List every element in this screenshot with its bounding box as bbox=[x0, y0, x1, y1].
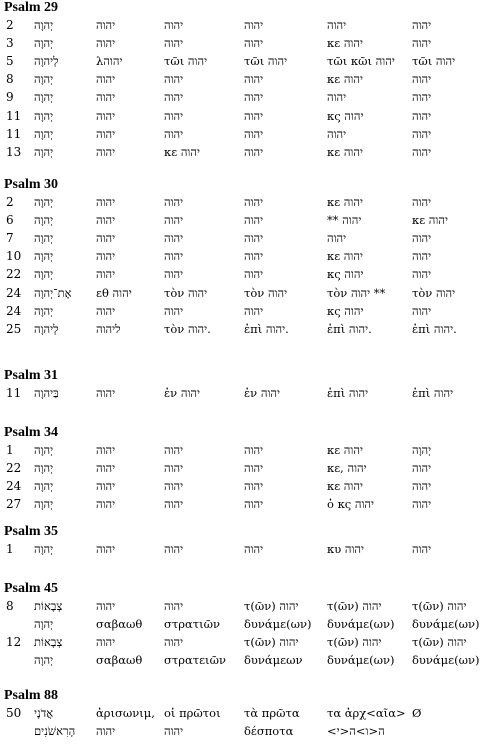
witness-cell-c2: יהוה bbox=[164, 542, 184, 556]
witness-cell-c5: יהוה bbox=[412, 267, 432, 282]
hebrew-text-cell: יְהוָה bbox=[34, 653, 54, 668]
witness-cell-c5: יהוה bbox=[412, 144, 432, 159]
psalm-heading: Psalm 34 bbox=[4, 425, 59, 440]
hebrew-text-cell: יְהוָה bbox=[34, 231, 54, 246]
witness-cell-c1: יהוה bbox=[96, 126, 116, 141]
witness-cell-c3: יהוה τ(ῶν) bbox=[244, 635, 299, 650]
witness-cell-c2: τὸν יהוה. bbox=[164, 321, 211, 336]
verse-number: 3 bbox=[6, 36, 14, 51]
witness-cell-c3: יהוה bbox=[244, 72, 264, 87]
witness-cell-c1: יהוה bbox=[96, 144, 116, 159]
witness-cell-c1: יהוה bbox=[96, 635, 116, 650]
witness-cell-c4: יהוה κε bbox=[327, 443, 363, 457]
witness-cell-c5: יהוה bbox=[412, 18, 432, 32]
witness-cell-c2: יהוה bbox=[164, 195, 184, 209]
witness-cell-c4: יהוה κς bbox=[327, 267, 364, 282]
witness-cell-c4: יהוה κυ bbox=[327, 542, 365, 556]
witness-cell-c3: יהוה bbox=[244, 108, 264, 123]
witness-cell-c5: τὸν יהוה bbox=[412, 285, 456, 300]
witness-cell-c4: יהוה bbox=[327, 18, 347, 32]
witness-cell-c5: יהוה bbox=[412, 90, 432, 105]
hebrew-text-cell: יְהוָה bbox=[34, 497, 54, 512]
witness-cell-c1: ליהוה bbox=[96, 321, 121, 336]
witness-cell-c3: יהוה bbox=[244, 144, 264, 159]
witness-cell-c3: τὸν יהוה bbox=[244, 285, 288, 300]
witness-cell-c5: יהוה bbox=[412, 108, 432, 123]
witness-cell-c4: ה<ו>ה<י> bbox=[327, 724, 385, 739]
witness-cell-c1: יהוה bbox=[96, 108, 116, 123]
witness-cell-c5: δυνάμε(ων) bbox=[412, 653, 480, 668]
witness-cell-c5: ἐπὶ יהוה bbox=[412, 386, 454, 400]
witness-cell-c4: יהוה ὁ κς bbox=[327, 497, 375, 512]
hebrew-text-cell: יְהוָה bbox=[34, 617, 54, 632]
verse-number: 8 bbox=[6, 72, 14, 87]
witness-cell-c3: יהוה bbox=[244, 195, 264, 209]
hebrew-text-cell: יְהוָה bbox=[34, 303, 54, 318]
psalm-heading: Psalm 88 bbox=[4, 688, 59, 703]
witness-cell-c3: יהוה bbox=[244, 303, 264, 318]
witness-cell-c5: יהוה bbox=[412, 231, 432, 246]
witness-cell-c4: יהוה κε bbox=[327, 195, 363, 209]
witness-cell-c3: יהוה bbox=[244, 497, 264, 512]
hebrew-text-cell: בַּיהוָה bbox=[34, 386, 59, 400]
witness-cell-c3: יהוה bbox=[244, 36, 264, 51]
hebrew-text-cell: יְהוָה bbox=[34, 90, 54, 105]
witness-cell-c5: τῶι יהוה bbox=[412, 54, 456, 69]
verse-number: 11 bbox=[6, 108, 22, 123]
witness-cell-c2: ἐν יהוה bbox=[164, 386, 201, 400]
witness-cell-c2: יהוה bbox=[164, 443, 184, 457]
witness-cell-c4: יהוה τ(ῶν) bbox=[327, 599, 382, 613]
witness-cell-c4: κε יהוה bbox=[327, 36, 363, 51]
witness-cell-c1: יהוה bbox=[96, 443, 116, 457]
witness-cell-c3: יהוה bbox=[244, 18, 264, 32]
hebrew-text-cell: יְהוָה bbox=[34, 213, 54, 228]
witness-cell-c1: יהוה bbox=[96, 479, 116, 494]
witness-cell-c3: יהוה bbox=[244, 461, 264, 476]
witness-cell-c4: ἐπὶ יהוה. bbox=[327, 321, 372, 336]
witness-cell-c5: יהוה bbox=[412, 303, 432, 318]
hebrew-text-cell: צְבָאוֹת bbox=[34, 599, 63, 613]
witness-cell-c4: δυνάμε(ων) bbox=[327, 653, 395, 668]
witness-cell-c5: יהוה bbox=[412, 542, 432, 556]
psalm-heading: Psalm 29 bbox=[4, 0, 59, 15]
witness-cell-c4: יהוה κε bbox=[327, 249, 363, 264]
witness-cell-c4: יהוה τ(ῶν) bbox=[327, 635, 382, 650]
witness-cell-c1: יהוה bbox=[96, 267, 116, 282]
hebrew-text-cell: יְהוָה bbox=[34, 249, 54, 264]
witness-cell-c1: יהוה bbox=[96, 386, 116, 400]
hebrew-text-cell: יְהוָה bbox=[34, 195, 54, 209]
witness-cell-c2: יהוה bbox=[164, 231, 184, 246]
witness-cell-c2: יהוה bbox=[164, 479, 184, 494]
witness-cell-c3: ἐπὶ יהוה. bbox=[244, 321, 289, 336]
witness-cell-c4: κς יהוה bbox=[327, 108, 364, 123]
witness-cell-c1: יהוה bbox=[96, 497, 116, 512]
witness-cell-c1: יהוה bbox=[96, 90, 116, 105]
witness-cell-c5: יהוה bbox=[412, 72, 432, 87]
witness-cell-c5: יהוה τ(ῶν) bbox=[412, 635, 467, 650]
witness-cell-c2: יהוה bbox=[164, 461, 184, 476]
verse-number: 24 bbox=[6, 479, 22, 494]
witness-cell-c4: יהוה bbox=[327, 231, 347, 246]
hebrew-text-cell: יְהוָה bbox=[34, 144, 54, 159]
witness-cell-c4: יהוה bbox=[327, 90, 347, 105]
verse-number: 1 bbox=[6, 443, 14, 457]
witness-cell-c1: יהוה bbox=[96, 231, 116, 246]
verse-number: 24 bbox=[6, 285, 22, 300]
hebrew-text-cell: לְיהוָה bbox=[34, 54, 59, 69]
verse-number: 24 bbox=[6, 303, 22, 318]
witness-cell-c2: οἱ πρῶτοι bbox=[164, 706, 221, 720]
hebrew-text-cell: יְהוָה bbox=[34, 18, 54, 32]
hebrew-text-cell: אֲדֹנָי bbox=[34, 706, 54, 720]
witness-cell-c2: יהוה bbox=[164, 72, 184, 87]
witness-cell-c1: יהוה bbox=[96, 724, 116, 739]
witness-cell-c2: יהוה bbox=[164, 213, 184, 228]
witness-cell-c2: יהוה bbox=[164, 635, 184, 650]
hebrew-text-cell: לְיהוָה bbox=[34, 321, 59, 336]
witness-cell-c1: יהוה bbox=[96, 542, 116, 556]
verse-number: 27 bbox=[6, 497, 22, 512]
witness-cell-c4: κε יהוה bbox=[327, 144, 363, 159]
witness-cell-c2: יהוה bbox=[164, 599, 184, 613]
witness-cell-c4: δυνάμε(ων) bbox=[327, 617, 395, 632]
witness-cell-c4: τα ἀρχ<αῖα> bbox=[327, 706, 406, 720]
witness-cell-c2: יהוה bbox=[164, 18, 184, 32]
verse-number: 8 bbox=[6, 599, 14, 613]
witness-cell-c1: εθ יהוה bbox=[96, 285, 132, 300]
witness-cell-c2: יהוה bbox=[164, 303, 184, 318]
hebrew-text-cell: יְהוָה bbox=[34, 108, 54, 123]
witness-cell-c4: τὸν יהוה ** bbox=[327, 285, 386, 300]
verse-number: 9 bbox=[6, 90, 14, 105]
witness-cell-c3: יהוה bbox=[244, 267, 264, 282]
witness-cell-c3: יהוה bbox=[244, 479, 264, 494]
witness-cell-c4: ἐπὶ יהוה bbox=[327, 386, 369, 400]
hebrew-text-cell: צְבָאוֹת bbox=[34, 635, 63, 650]
verse-number: 11 bbox=[6, 386, 22, 400]
witness-cell-c1: יהוה bbox=[96, 195, 116, 209]
witness-cell-c5: Ø bbox=[412, 706, 422, 720]
witness-cell-c2: יהוה bbox=[164, 90, 184, 105]
witness-cell-c5: δυνάμε(ων) bbox=[412, 617, 480, 632]
hebrew-text-cell: יְהוָה bbox=[34, 267, 54, 282]
witness-cell-c2: יהוה bbox=[164, 126, 184, 141]
witness-cell-c4: יהוה bbox=[327, 126, 347, 141]
witness-cell-c3: τῶι יהוה bbox=[244, 54, 288, 69]
witness-cell-c3: τὰ πρῶτα bbox=[244, 706, 300, 720]
witness-cell-c1: יהוה bbox=[96, 461, 116, 476]
psalm-heading: Psalm 30 bbox=[4, 177, 59, 192]
hebrew-text-cell: יְהוָה bbox=[34, 443, 54, 457]
witness-cell-c3: δυνάμεων bbox=[244, 653, 303, 668]
witness-cell-c2: יהוה bbox=[164, 36, 184, 51]
witness-cell-c2: στρατιῶν bbox=[164, 617, 220, 632]
witness-cell-c5: יהוה bbox=[412, 249, 432, 264]
witness-cell-c1: יהוה bbox=[96, 303, 116, 318]
witness-cell-c1: יהוה bbox=[96, 72, 116, 87]
witness-cell-c3: δυνάμε(ων) bbox=[244, 617, 312, 632]
witness-cell-c3: יהוה bbox=[244, 231, 264, 246]
witness-cell-c2: יהוה bbox=[164, 249, 184, 264]
witness-cell-c2: τῶι יהוה bbox=[164, 54, 208, 69]
witness-cell-c1: יהוהλ bbox=[96, 54, 123, 69]
witness-cell-c1: יהוה bbox=[96, 213, 116, 228]
verse-number: 13 bbox=[6, 144, 22, 159]
witness-cell-c2: יהוה bbox=[164, 267, 184, 282]
witness-cell-c5: יהוה bbox=[412, 126, 432, 141]
verse-number: 5 bbox=[6, 54, 14, 69]
verse-number: 22 bbox=[6, 461, 22, 476]
verse-number: 2 bbox=[6, 18, 14, 32]
verse-number: 50 bbox=[6, 706, 22, 720]
witness-cell-c5: יְהוָה bbox=[412, 443, 432, 457]
witness-cell-c5: יהוה bbox=[412, 195, 432, 209]
verse-number: 22 bbox=[6, 267, 22, 282]
witness-cell-c3: יהוה bbox=[244, 90, 264, 105]
witness-cell-c3: יהוה bbox=[244, 542, 264, 556]
witness-cell-c3: יהוה bbox=[244, 126, 264, 141]
witness-cell-c4: יהוה κς bbox=[327, 303, 364, 318]
witness-cell-c5: יהוה bbox=[412, 497, 432, 512]
hebrew-text-cell: יְהוָה bbox=[34, 72, 54, 87]
hebrew-text-cell: יְהוָה bbox=[34, 479, 54, 494]
verse-number: 6 bbox=[6, 213, 14, 228]
witness-cell-c4: κε יהוה bbox=[327, 72, 363, 87]
hebrew-text-cell: יְהוָה bbox=[34, 461, 54, 476]
hebrew-text-cell: הָרִאשֹׁנִים bbox=[34, 724, 76, 739]
witness-cell-c3: יהוה bbox=[244, 249, 264, 264]
witness-cell-c3: יהוה bbox=[244, 213, 264, 228]
witness-cell-c5: יהוה κε bbox=[412, 213, 448, 228]
witness-cell-c2: יהוה bbox=[164, 497, 184, 512]
verse-number: 12 bbox=[6, 635, 22, 650]
witness-cell-c4: יהוה κε bbox=[327, 479, 363, 494]
witness-cell-c3: δέσποτα bbox=[244, 724, 294, 739]
witness-cell-c1: σαβαωθ bbox=[96, 653, 143, 668]
witness-cell-c1: יהוה bbox=[96, 36, 116, 51]
witness-cell-c2: στρατειῶν bbox=[164, 653, 226, 668]
witness-cell-c2: יהוה bbox=[164, 108, 184, 123]
verse-number: 2 bbox=[6, 195, 14, 209]
witness-cell-c3: יהוה bbox=[244, 443, 264, 457]
hebrew-text-cell: יְהוָה bbox=[34, 36, 54, 51]
psalm-heading: Psalm 31 bbox=[4, 368, 59, 383]
verse-number: 1 bbox=[6, 542, 14, 556]
witness-cell-c5: יהוה bbox=[412, 479, 432, 494]
witness-cell-c2: יהוה bbox=[164, 724, 184, 739]
hebrew-text-cell: יְהוָה bbox=[34, 542, 54, 556]
witness-cell-c2: τὸν יהוה bbox=[164, 285, 208, 300]
witness-cell-c3: יהוה τ(ῶν) bbox=[244, 599, 299, 613]
witness-cell-c1: ἀρισωνιμ, bbox=[96, 706, 155, 720]
witness-cell-c5: יהוה bbox=[412, 36, 432, 51]
verse-number: 7 bbox=[6, 231, 14, 246]
verse-number: 25 bbox=[6, 321, 22, 336]
witness-cell-c1: יהוה bbox=[96, 599, 116, 613]
psalm-heading: Psalm 35 bbox=[4, 524, 59, 539]
witness-cell-c1: σαβαωθ bbox=[96, 617, 143, 632]
hebrew-text-cell: יְהוָה bbox=[34, 126, 54, 141]
verse-number: 11 bbox=[6, 126, 22, 141]
hebrew-text-cell: אֶת־יְהוָה bbox=[34, 285, 72, 300]
witness-cell-c5: ἐπὶ יהוה. bbox=[412, 321, 457, 336]
witness-cell-c1: יהוה bbox=[96, 249, 116, 264]
psalm-heading: Psalm 45 bbox=[4, 581, 59, 596]
witness-cell-c4: κε, יהוה bbox=[327, 461, 367, 476]
witness-cell-c1: יהוה bbox=[96, 18, 116, 32]
witness-cell-c3: ἐν יהוה bbox=[244, 386, 281, 400]
witness-cell-c2: κε יהוה bbox=[164, 144, 200, 159]
witness-cell-c4: יהוה ** bbox=[327, 213, 362, 228]
witness-cell-c5: יהוה τ(ῶν) bbox=[412, 599, 467, 613]
witness-cell-c5: יהוה bbox=[412, 461, 432, 476]
verse-number: 10 bbox=[6, 249, 22, 264]
witness-cell-c4: τῶι κῶι יהוה bbox=[327, 54, 395, 69]
